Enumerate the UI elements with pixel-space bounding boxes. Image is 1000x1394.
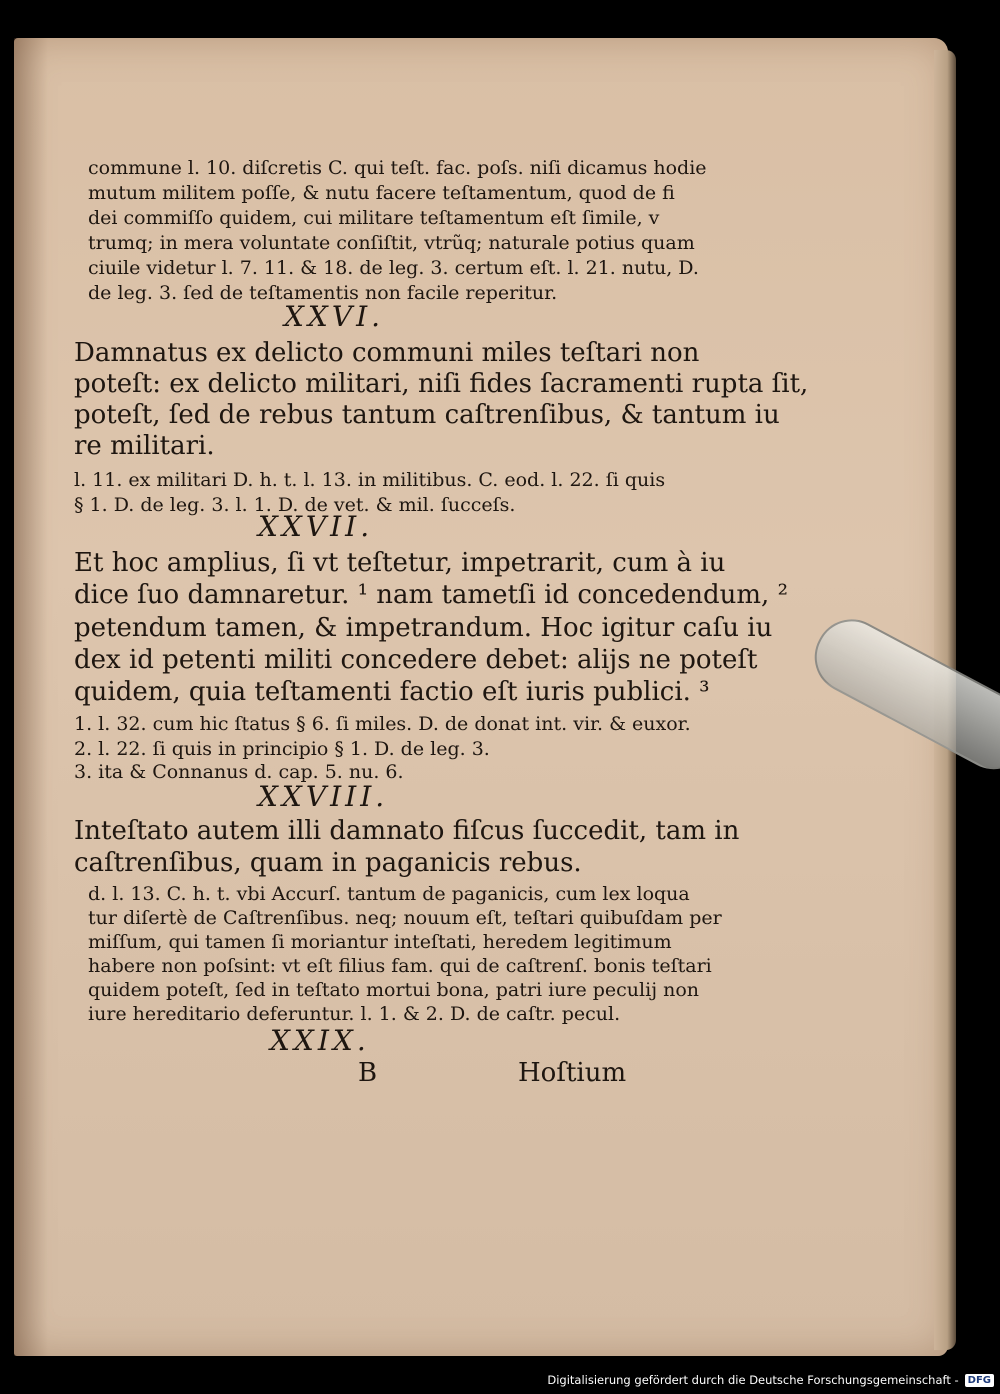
- note-line: iure hereditario deferuntur. l. 1. & 2. D. de caſtr. pecul.: [88, 1003, 621, 1025]
- note-line: dei commiſſo quidem, cui militare teſtamentum eſt ſimile, v: [88, 207, 660, 229]
- note-line: habere non poſsint: vt eſt filius fam. qui de caſtrenſ. bonis teſtari: [88, 955, 712, 977]
- note-line: 1. l. 32. cum hic ſtatus § 6. ſi miles. D. de donat int. vir. & euxor.: [74, 713, 691, 735]
- section-heading: XXVI.: [284, 300, 385, 333]
- paragraph-line: petendum tamen, & impetrandum. Hoc igitur caſu iu: [74, 613, 773, 643]
- note-line: d. l. 13. C. h. t. vbi Accurſ. tantum de paganicis, cum lex loqua: [88, 883, 690, 905]
- note-line: mutum militem poſſe, & nutu facere teſtamentum, quod de fi: [88, 182, 675, 204]
- paragraph-line: Damnatus ex delicto communi miles teſtari non: [74, 338, 700, 368]
- paragraph-line: dex id petenti militi concedere debet: alijs ne poteſt: [74, 645, 758, 675]
- note-line: de leg. 3. ſed de teſtamentis non facile reperitur.: [88, 282, 558, 304]
- section-heading: XXVII.: [258, 510, 374, 543]
- note-line: § 1. D. de leg. 3. l. 1. D. de vet. & mil. ſucceſs.: [74, 494, 516, 516]
- section-heading: XXIX.: [270, 1024, 370, 1057]
- gutter-shadow: [14, 38, 48, 1356]
- note-line: 3. ita & Connanus d. cap. 5. nu. 6.: [74, 761, 404, 783]
- note-line: miſſum, qui tamen ſi moriantur inteſtati, heredem legitimum: [88, 931, 672, 953]
- note-line: trumq; in mera voluntate conſiſtit, vtrũq; naturale potius quam: [88, 232, 695, 254]
- note-line: commune l. 10. diſcretis C. qui teſt. fac. poſs. niſi dicamus hodie: [88, 157, 707, 179]
- note-line: ciuile videtur l. 7. 11. & 18. de leg. 3. certum eſt. l. 21. nutu, D.: [88, 257, 699, 279]
- note-line: tur diſertè de Caſtrenſibus. neq; nouum eſt, teſtari quibuſdam per: [88, 907, 722, 929]
- paragraph-line: Inteſtato autem illi damnato fiſcus ſuccedit, tam in: [74, 816, 740, 846]
- footer-bar: [547, 1370, 994, 1390]
- paragraph-line: re militari.: [74, 431, 215, 461]
- paragraph-line: quidem, quia teſtamenti factio eſt iuris publici. ³: [74, 677, 710, 707]
- paragraph-line: Et hoc amplius, ſi vt teſtetur, impetrarit, cum à iu: [74, 548, 726, 578]
- note-line: 2. l. 22. ſi quis in principio § 1. D. de leg. 3.: [74, 738, 490, 760]
- note-line: quidem poteſt, ſed in teſtato mortui bona, patri iure peculij non: [88, 979, 700, 1001]
- catchword: Hoſtium: [518, 1058, 627, 1088]
- paragraph-line: caſtrenſibus, quam in paganicis rebus.: [74, 848, 582, 878]
- paragraph-line: dice ſuo damnaretur. ¹ nam tametſi id concedendum, ²: [74, 580, 789, 610]
- dfg-logo-icon: DFG: [965, 1374, 994, 1387]
- signature-mark: B: [358, 1058, 378, 1088]
- note-line: l. 11. ex militari D. h. t. l. 13. in militibus. C. eod. l. 22. ſi quis: [74, 469, 666, 491]
- paragraph-line: poteſt, ſed de rebus tantum caſtrenſibus, & tantum iu: [74, 400, 780, 430]
- section-heading: XXVIII.: [258, 780, 389, 813]
- footer-credit: Digitalisierung gefördert durch die Deutsche Forschungsgemeinschaft -: [547, 1373, 959, 1387]
- paragraph-line: poteſt: ex delicto militari, niſi fides ſacramenti rupta ſit,: [74, 369, 809, 399]
